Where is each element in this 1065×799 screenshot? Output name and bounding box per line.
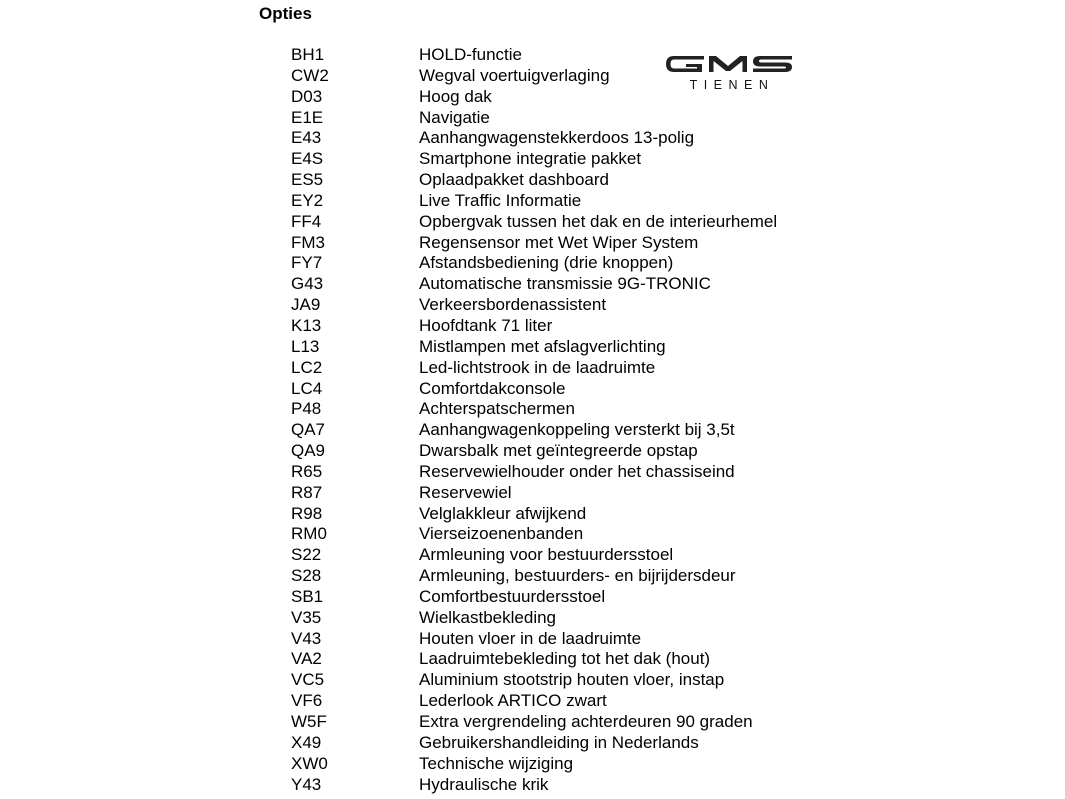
option-description: Hydraulische krik xyxy=(419,774,549,794)
option-row xyxy=(291,128,777,149)
option-row xyxy=(291,191,777,212)
option-row xyxy=(291,170,777,191)
option-description: Hoofdtank 71 liter xyxy=(419,315,553,335)
option-row xyxy=(291,295,777,316)
option-code: R98 xyxy=(291,503,323,523)
option-code: BH1 xyxy=(291,45,325,64)
option-code: L13 xyxy=(291,336,320,356)
option-code: XW0 xyxy=(291,753,328,773)
option-code: V43 xyxy=(291,628,322,648)
option-description: Live Traffic Informatie xyxy=(419,190,582,210)
option-description: Gebruikershandleiding in Nederlands xyxy=(419,732,699,752)
option-description: Verkeersbordenassistent xyxy=(419,295,607,315)
option-description: Navigatie xyxy=(419,107,490,127)
option-code: QA9 xyxy=(291,441,326,461)
option-code: D03 xyxy=(291,86,323,106)
option-code: V35 xyxy=(291,607,322,627)
option-code: QA7 xyxy=(291,420,326,440)
option-description: Laadruimtebekleding tot het dak (hout) xyxy=(419,649,711,669)
option-row xyxy=(291,420,777,441)
option-row xyxy=(291,253,777,274)
option-row xyxy=(291,462,777,483)
option-row xyxy=(291,545,777,566)
option-description: Velglakkleur afwijkend xyxy=(419,503,587,523)
option-description: Comfortbestuurdersstoel xyxy=(419,586,606,606)
option-code: LC4 xyxy=(291,378,323,398)
option-description: Technische wijziging xyxy=(419,753,574,773)
option-description: Aanhangwagenstekkerdoos 13-polig xyxy=(419,128,695,148)
option-code: FF4 xyxy=(291,211,322,231)
option-description: Armleuning, bestuurders- en bijrijdersdeur xyxy=(419,566,736,586)
option-row xyxy=(291,87,777,108)
option-row xyxy=(291,483,777,504)
option-description: Aluminium stootstrip houten vloer, instap xyxy=(419,670,725,690)
option-row xyxy=(291,66,777,87)
option-code: E4S xyxy=(291,149,324,169)
option-description: Reservewiel xyxy=(419,482,512,502)
option-code: W5F xyxy=(291,712,327,731)
option-row xyxy=(291,775,777,796)
option-description: Dwarsbalk met geïntegreerde opstap xyxy=(419,441,698,461)
option-description: Automatische transmissie 9G-TRONIC xyxy=(419,274,711,294)
option-row xyxy=(291,504,777,525)
option-row xyxy=(291,670,777,691)
option-code: EY2 xyxy=(291,190,324,210)
option-code: CW2 xyxy=(291,65,329,85)
option-row xyxy=(291,587,777,608)
option-code: E1E xyxy=(291,107,324,127)
option-row xyxy=(291,316,777,337)
option-row xyxy=(291,358,777,379)
option-code: JA9 xyxy=(291,295,321,315)
option-row xyxy=(291,566,777,587)
option-description: Afstandsbediening (drie knoppen) xyxy=(419,253,674,273)
option-code: VA2 xyxy=(291,649,322,669)
option-code: R65 xyxy=(291,461,323,481)
option-code: S22 xyxy=(291,545,322,565)
option-row xyxy=(291,629,777,650)
option-description: Extra vergrendeling achterdeuren 90 graden xyxy=(419,712,753,731)
option-description: Comfortdakconsole xyxy=(419,378,566,398)
option-row xyxy=(291,212,777,233)
option-description: Aanhangwagenkoppeling versterkt bij 3,5t xyxy=(419,420,735,440)
option-row xyxy=(291,379,777,400)
option-code: Y43 xyxy=(291,774,322,794)
option-row xyxy=(291,691,777,712)
option-code: R87 xyxy=(291,482,323,502)
option-description: Smartphone integratie pakket xyxy=(419,149,642,169)
option-row xyxy=(291,45,777,66)
option-row xyxy=(291,649,777,670)
option-row xyxy=(291,754,777,775)
option-code: FM3 xyxy=(291,232,325,252)
option-description: Achterspatschermen xyxy=(419,399,575,419)
option-code: LC2 xyxy=(291,357,323,377)
option-code: FY7 xyxy=(291,253,323,273)
option-code: X49 xyxy=(291,732,322,752)
option-description: HOLD-functie xyxy=(419,45,522,64)
option-row xyxy=(291,149,777,170)
option-code: VF6 xyxy=(291,691,323,711)
option-row xyxy=(291,712,777,733)
option-code: G43 xyxy=(291,274,324,294)
option-code: ES5 xyxy=(291,170,324,190)
option-row xyxy=(291,733,777,754)
option-row xyxy=(291,608,777,629)
page-title: Opties xyxy=(259,4,312,23)
option-description: Wielkastbekleding xyxy=(419,607,557,627)
option-description: Mistlampen met afslagverlichting xyxy=(419,336,666,356)
logo-subtitle: TIENEN xyxy=(689,78,775,92)
option-code: RM0 xyxy=(291,524,327,544)
options-list xyxy=(291,45,777,795)
option-description: Hoog dak xyxy=(419,86,492,106)
option-code: P48 xyxy=(291,399,322,419)
option-description: Regensensor met Wet Wiper System xyxy=(419,232,699,252)
option-description: Led-lichtstrook in de laadruimte xyxy=(419,357,656,377)
option-code: SB1 xyxy=(291,586,324,606)
option-description: Houten vloer in de laadruimte xyxy=(419,628,642,648)
option-code: VC5 xyxy=(291,670,325,690)
option-row xyxy=(291,441,777,462)
option-row xyxy=(291,337,777,358)
option-description: Reservewielhouder onder het chassiseind xyxy=(419,461,735,481)
option-row xyxy=(291,524,777,545)
option-row xyxy=(291,274,777,295)
option-row xyxy=(291,233,777,254)
option-code: K13 xyxy=(291,315,322,335)
option-description: Opbergvak tussen het dak en de interieurhemel xyxy=(419,211,778,231)
option-code: E43 xyxy=(291,128,322,148)
option-row xyxy=(291,108,777,129)
option-description: Armleuning voor bestuurdersstoel xyxy=(419,545,674,565)
option-description: Oplaadpakket dashboard xyxy=(419,170,609,190)
option-code: S28 xyxy=(291,566,322,586)
option-row xyxy=(291,399,777,420)
option-description: Wegval voertuigverlaging xyxy=(419,65,610,85)
option-description: Lederlook ARTICO zwart xyxy=(419,691,607,711)
option-description: Vierseizoenenbanden xyxy=(419,524,584,544)
